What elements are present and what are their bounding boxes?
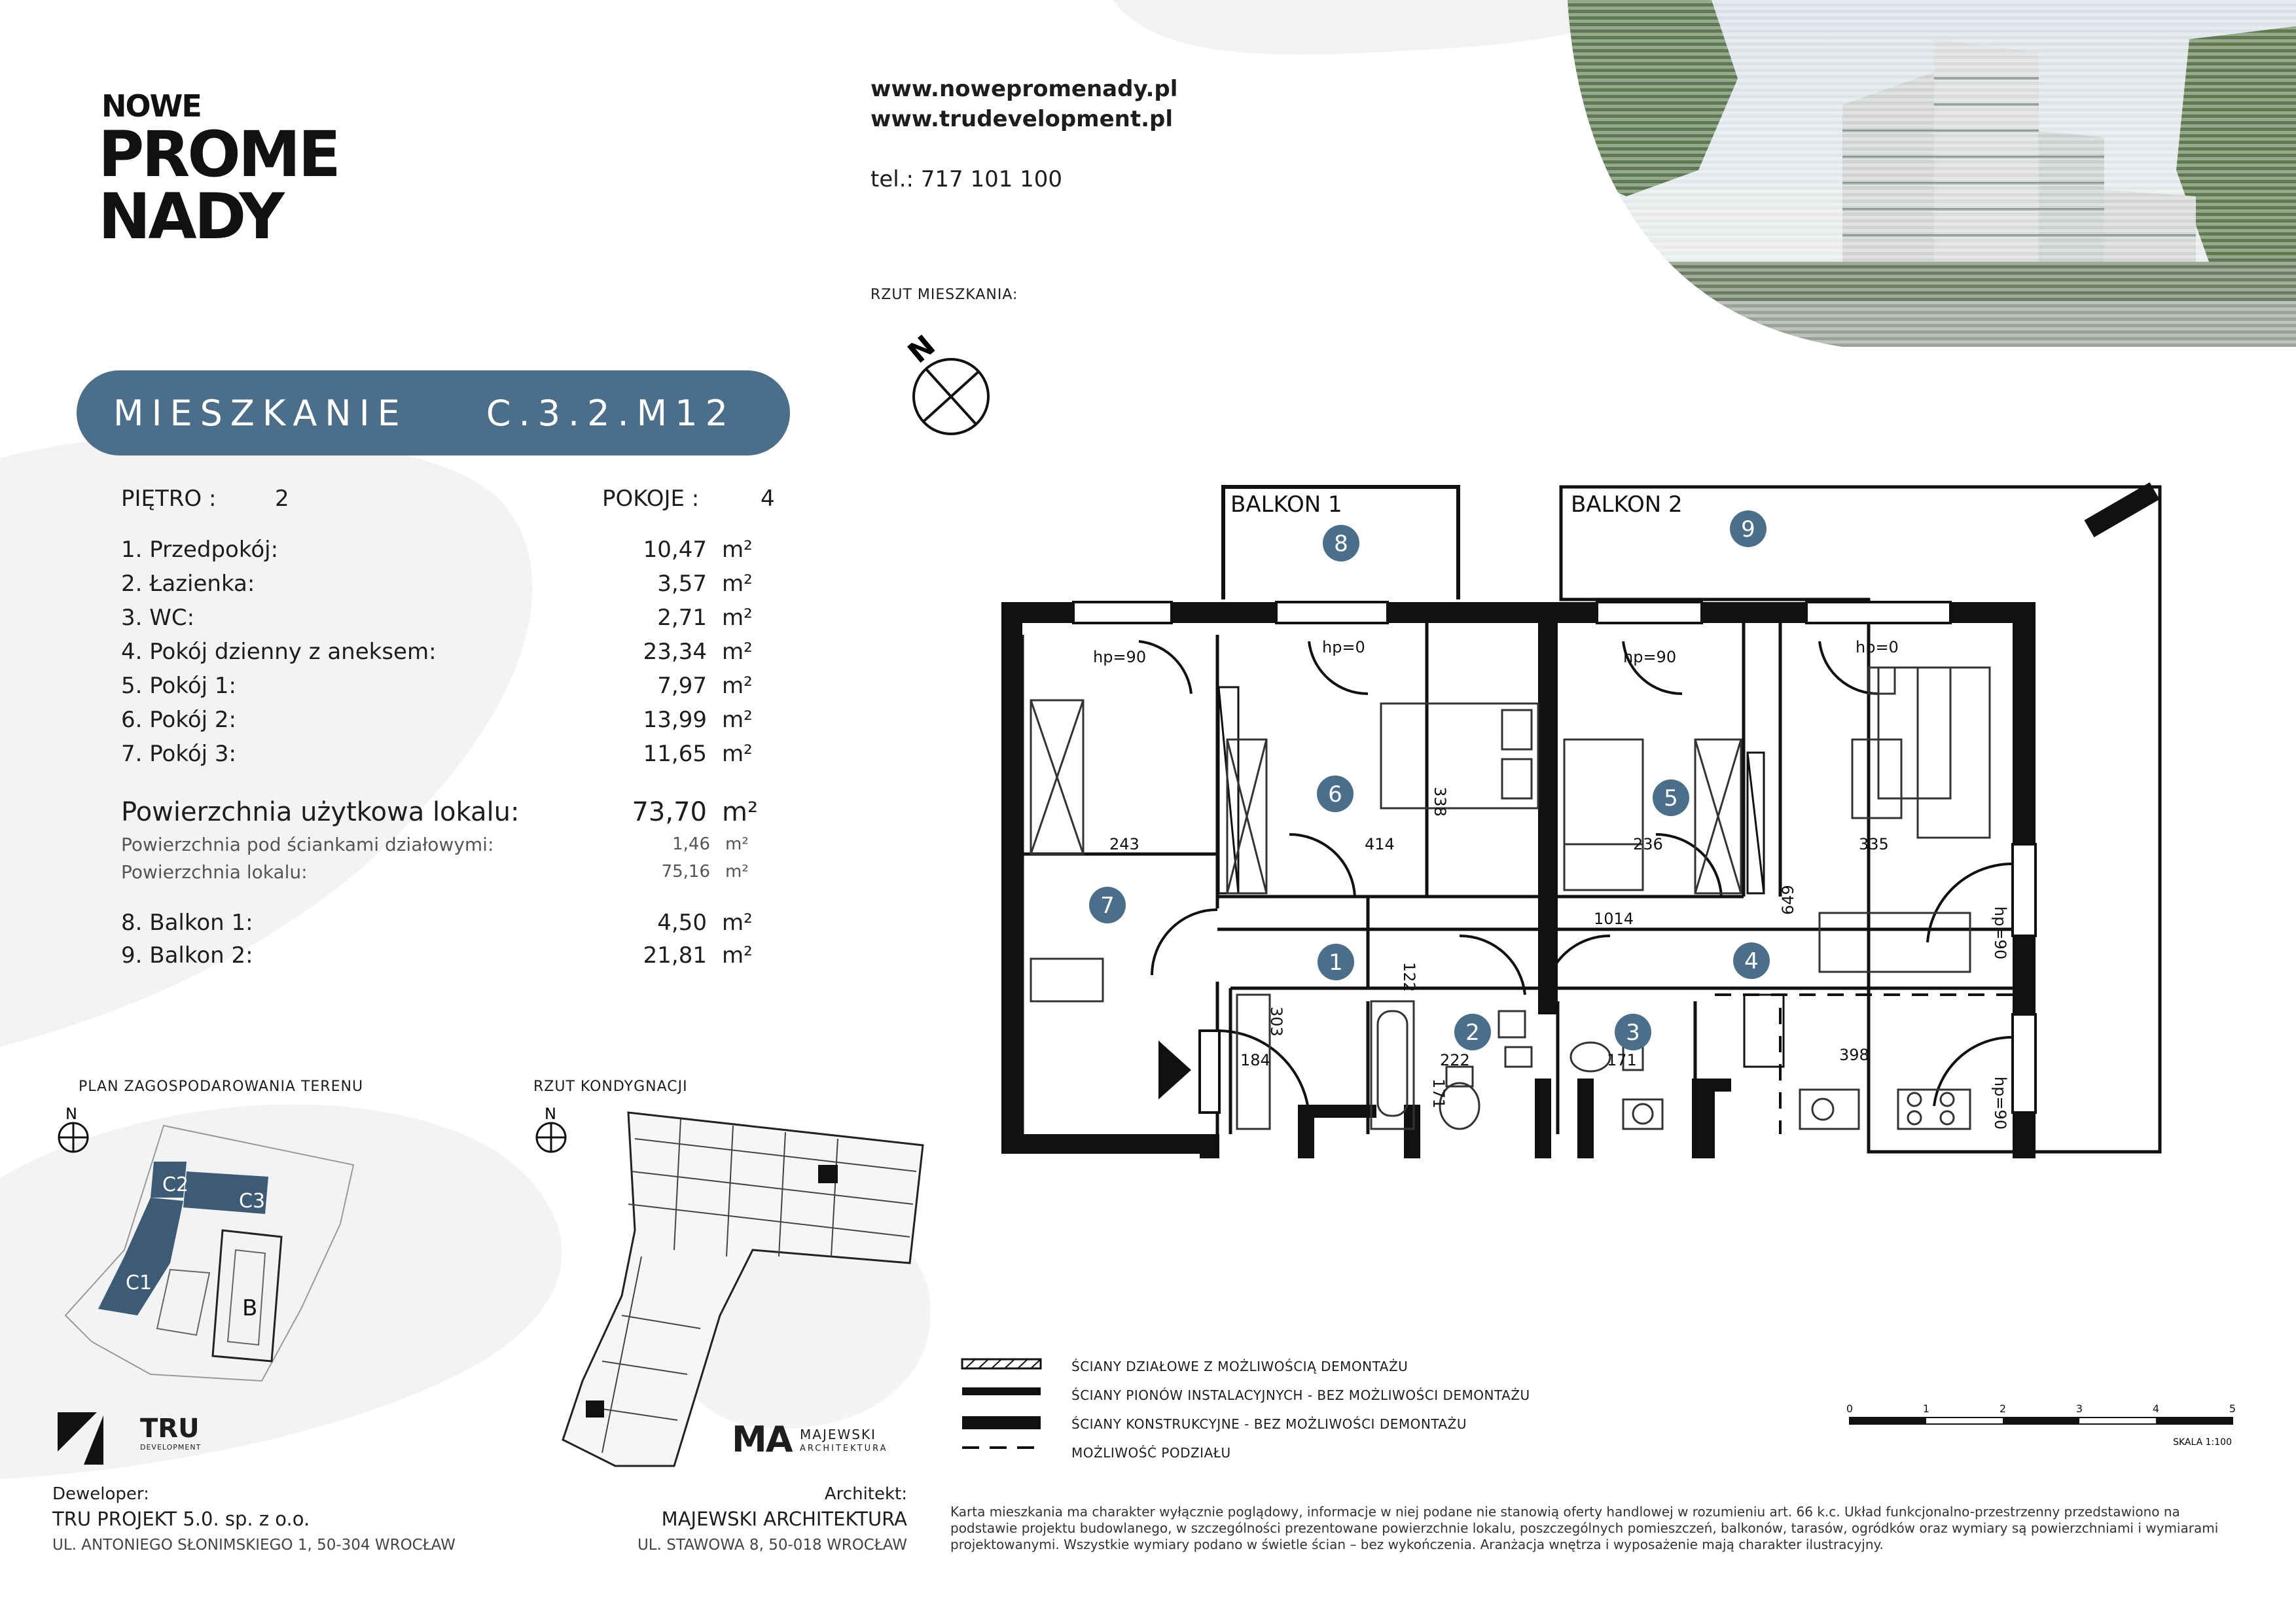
- room-area: 3,57: [657, 571, 707, 597]
- balcony-area: 21,81: [643, 942, 707, 969]
- legend-label: ŚCIANY DZIAŁOWE Z MOŻLIWOŚCIĄ DEMONTAŻU: [1071, 1359, 1408, 1374]
- majewski-logo-mark: MA: [732, 1419, 792, 1460]
- room-marker: 5: [1664, 785, 1678, 812]
- room-marker: 3: [1626, 1020, 1640, 1046]
- site-label: C1: [126, 1272, 152, 1294]
- svg-text:4: 4: [2152, 1402, 2160, 1415]
- svg-text:2: 2: [1999, 1402, 2007, 1415]
- hp-label: hp=90: [1093, 648, 1147, 666]
- legend-label: MOŻLIWOŚĆ PODZIAŁU: [1071, 1445, 1231, 1461]
- dimension-label: 414: [1365, 835, 1395, 853]
- balcony-1-label: BALKON 1: [1230, 491, 1342, 518]
- balcony-name: 8. Balkon 1:: [121, 910, 253, 936]
- site-plan-title: PLAN ZAGOSPODAROWANIA TERENU: [79, 1079, 364, 1095]
- majewski-logo-subtext: ARCHITEKTURA: [800, 1444, 888, 1454]
- room-name: 3. WC:: [121, 605, 195, 631]
- dimension-label: 335: [1859, 835, 1889, 853]
- developer-label: Deweloper:: [52, 1484, 149, 1504]
- plan-caption: RZUT MIESZKANIA:: [870, 287, 1018, 303]
- hp-label: hp=0: [1322, 638, 1365, 656]
- dimension-label: 649: [1779, 885, 1797, 915]
- total-area-label: Powierzchnia lokalu:: [121, 861, 308, 883]
- usable-area-label: Powierzchnia użytkowa lokalu:: [121, 797, 520, 827]
- hp-label: hp=90: [1623, 648, 1677, 666]
- room-area: 10,47: [643, 537, 707, 563]
- site-label: C2: [162, 1173, 189, 1196]
- compass-icon: [893, 327, 998, 445]
- logo-line-1: NOWE: [101, 88, 201, 124]
- dimension-label: 171: [1429, 1079, 1448, 1109]
- room-marker: 4: [1744, 948, 1759, 974]
- disclaimer-text: Karta mieszkania ma charakter wyłącznie poglądowy, informacje w niej podane nie stanowią oferty handlowej w rozumieniu art. 66 k.c. Układ funkcjonalno-przestrzenny przedstawiono na podstawie projektu budowlanego, w szczególności prezentowane powierzchnie lokalu, poszczególnych pomieszczeń, balkonów, tarasów, ogródków oraz wymiary są powierzchniami i wymiarami projektowanymi. Wszystkie wymiary podano w świetle ścian – bez wykończenia. Aranżacja wnętrza i wyposażenie mają charakter ilustracyjny.: [950, 1504, 2219, 1552]
- room-unit: m²: [722, 707, 753, 733]
- hp-label: hp=90: [1991, 1077, 2009, 1130]
- tru-logo-subtext: DEVELOPMENT: [140, 1443, 202, 1452]
- room-name: 6. Pokój 2:: [121, 707, 236, 733]
- apartment-title: [77, 370, 790, 455]
- architect-name: MAJEWSKI ARCHITEKTURA: [661, 1508, 907, 1530]
- scale-label: SKALA 1:100: [2173, 1437, 2232, 1448]
- room-marker: 8: [1334, 531, 1348, 557]
- room-marker: 7: [1100, 893, 1115, 919]
- room-marker: 9: [1741, 516, 1755, 543]
- room-unit: m²: [722, 673, 753, 699]
- developer-name: TRU PROJEKT 5.0. sp. z o.o.: [52, 1508, 310, 1530]
- balcony-area: 4,50: [657, 910, 707, 936]
- site-plan-north-icon: [59, 1105, 88, 1152]
- building-render-image: [1568, 0, 2296, 347]
- legend-symbols: [959, 1356, 1050, 1474]
- logo-line-2: PROME: [98, 118, 338, 191]
- room-unit: m²: [722, 741, 753, 767]
- dimension-label: 303: [1267, 1007, 1285, 1037]
- site-label: B: [242, 1295, 258, 1321]
- svg-text:N: N: [545, 1105, 556, 1123]
- hp-label: hp=90: [1991, 906, 2009, 960]
- svg-text:0: 0: [1846, 1402, 1854, 1415]
- floor-value: 2: [275, 486, 289, 512]
- room-marker: 2: [1465, 1020, 1480, 1046]
- room-marker: 6: [1328, 781, 1342, 808]
- floor-plan-north-icon: [537, 1105, 565, 1152]
- floor-plan-title: RZUT KONDYGNACJI: [533, 1079, 688, 1095]
- tru-logo: [58, 1412, 202, 1467]
- architect-label: Architekt:: [824, 1484, 907, 1504]
- website-link-2[interactable]: www.trudevelopment.pl: [870, 106, 1174, 132]
- room-name: 1. Przedpokój:: [121, 537, 279, 563]
- dimension-label: 338: [1431, 787, 1449, 817]
- dimension-label: 243: [1109, 835, 1139, 853]
- partition-area-label: Powierzchnia pod ściankami działowymi:: [121, 834, 494, 855]
- logo-line-3: NADY: [98, 180, 282, 253]
- usable-area-value: 73,70: [632, 797, 707, 827]
- entrance-arrow-icon: [1158, 1041, 1191, 1099]
- dimension-label: 398: [1839, 1046, 1869, 1064]
- partition-area-unit: m²: [725, 834, 749, 854]
- dimension-label: 122: [1400, 962, 1418, 992]
- legend-label: ŚCIANY KONSTRUKCYJNE - BEZ MOŻLIWOŚCI DEMONTAŻU: [1071, 1416, 1467, 1432]
- dimension-label: 1014: [1594, 910, 1634, 928]
- architect-address: UL. STAWOWA 8, 50-018 WROCŁAW: [637, 1537, 907, 1554]
- rooms-value: 4: [761, 486, 775, 512]
- dimension-label: 236: [1633, 835, 1663, 853]
- apartment-number: C.3.2.M12: [486, 392, 736, 434]
- room-area: 11,65: [643, 741, 707, 767]
- room-unit: m²: [722, 537, 753, 563]
- developer-address: UL. ANTONIEGO SŁONIMSKIEGO 1, 50-304 WROCŁAW: [52, 1537, 456, 1554]
- tru-logo-text: TRU: [140, 1414, 200, 1444]
- dimension-label: 184: [1240, 1051, 1270, 1069]
- svg-text:N: N: [65, 1105, 77, 1123]
- room-area: 2,71: [657, 605, 707, 631]
- room-name: 5. Pokój 1:: [121, 673, 236, 699]
- apartment-floor-plan: [1001, 478, 2179, 1158]
- room-area: 7,97: [657, 673, 707, 699]
- room-name: 7. Pokój 3:: [121, 741, 236, 767]
- svg-text:1: 1: [1922, 1402, 1930, 1415]
- total-area-unit: m²: [725, 862, 749, 882]
- room-area: 23,34: [643, 639, 707, 665]
- phone-number[interactable]: tel.: 717 101 100: [870, 166, 1063, 192]
- site-plan-map: [52, 1099, 380, 1387]
- room-name: 2. Łazienka:: [121, 571, 255, 597]
- rooms-label: POKOJE :: [602, 486, 700, 512]
- hp-label: hp=0: [1856, 638, 1899, 656]
- room-marker: 1: [1329, 950, 1343, 976]
- partition-area-value: 1,46: [672, 834, 710, 854]
- balcony-unit: m²: [722, 910, 753, 936]
- svg-text:5: 5: [2229, 1402, 2236, 1415]
- website-link-1[interactable]: www.nowepromenady.pl: [870, 76, 1178, 102]
- room-area: 13,99: [643, 707, 707, 733]
- balcony-unit: m²: [722, 942, 753, 969]
- site-label: C3: [239, 1190, 266, 1213]
- room-unit: m²: [722, 571, 753, 597]
- compass-north-letter: N: [901, 329, 942, 370]
- room-name: 4. Pokój dzienny z aneksem:: [121, 639, 437, 665]
- majewski-logo-text: MAJEWSKI: [800, 1427, 876, 1442]
- legend-label: ŚCIANY PIONÓW INSTALACYJNYCH - BEZ MOŻLIWOŚCI DEMONTAŻU: [1071, 1387, 1530, 1403]
- total-area-value: 75,16: [661, 862, 710, 882]
- room-unit: m²: [722, 605, 753, 631]
- apartment-label: MIESZKANIE: [113, 392, 408, 434]
- scale-bar: [1839, 1400, 2245, 1453]
- floor-label: PIĘTRO :: [121, 486, 217, 512]
- dimension-label: 222: [1440, 1051, 1470, 1069]
- svg-text:3: 3: [2075, 1402, 2083, 1415]
- balcony-name: 9. Balkon 2:: [121, 942, 253, 969]
- usable-area-unit: m²: [722, 797, 758, 827]
- room-unit: m²: [722, 639, 753, 665]
- dimension-label: 171: [1607, 1051, 1637, 1069]
- balcony-2-label: BALKON 2: [1571, 491, 1683, 518]
